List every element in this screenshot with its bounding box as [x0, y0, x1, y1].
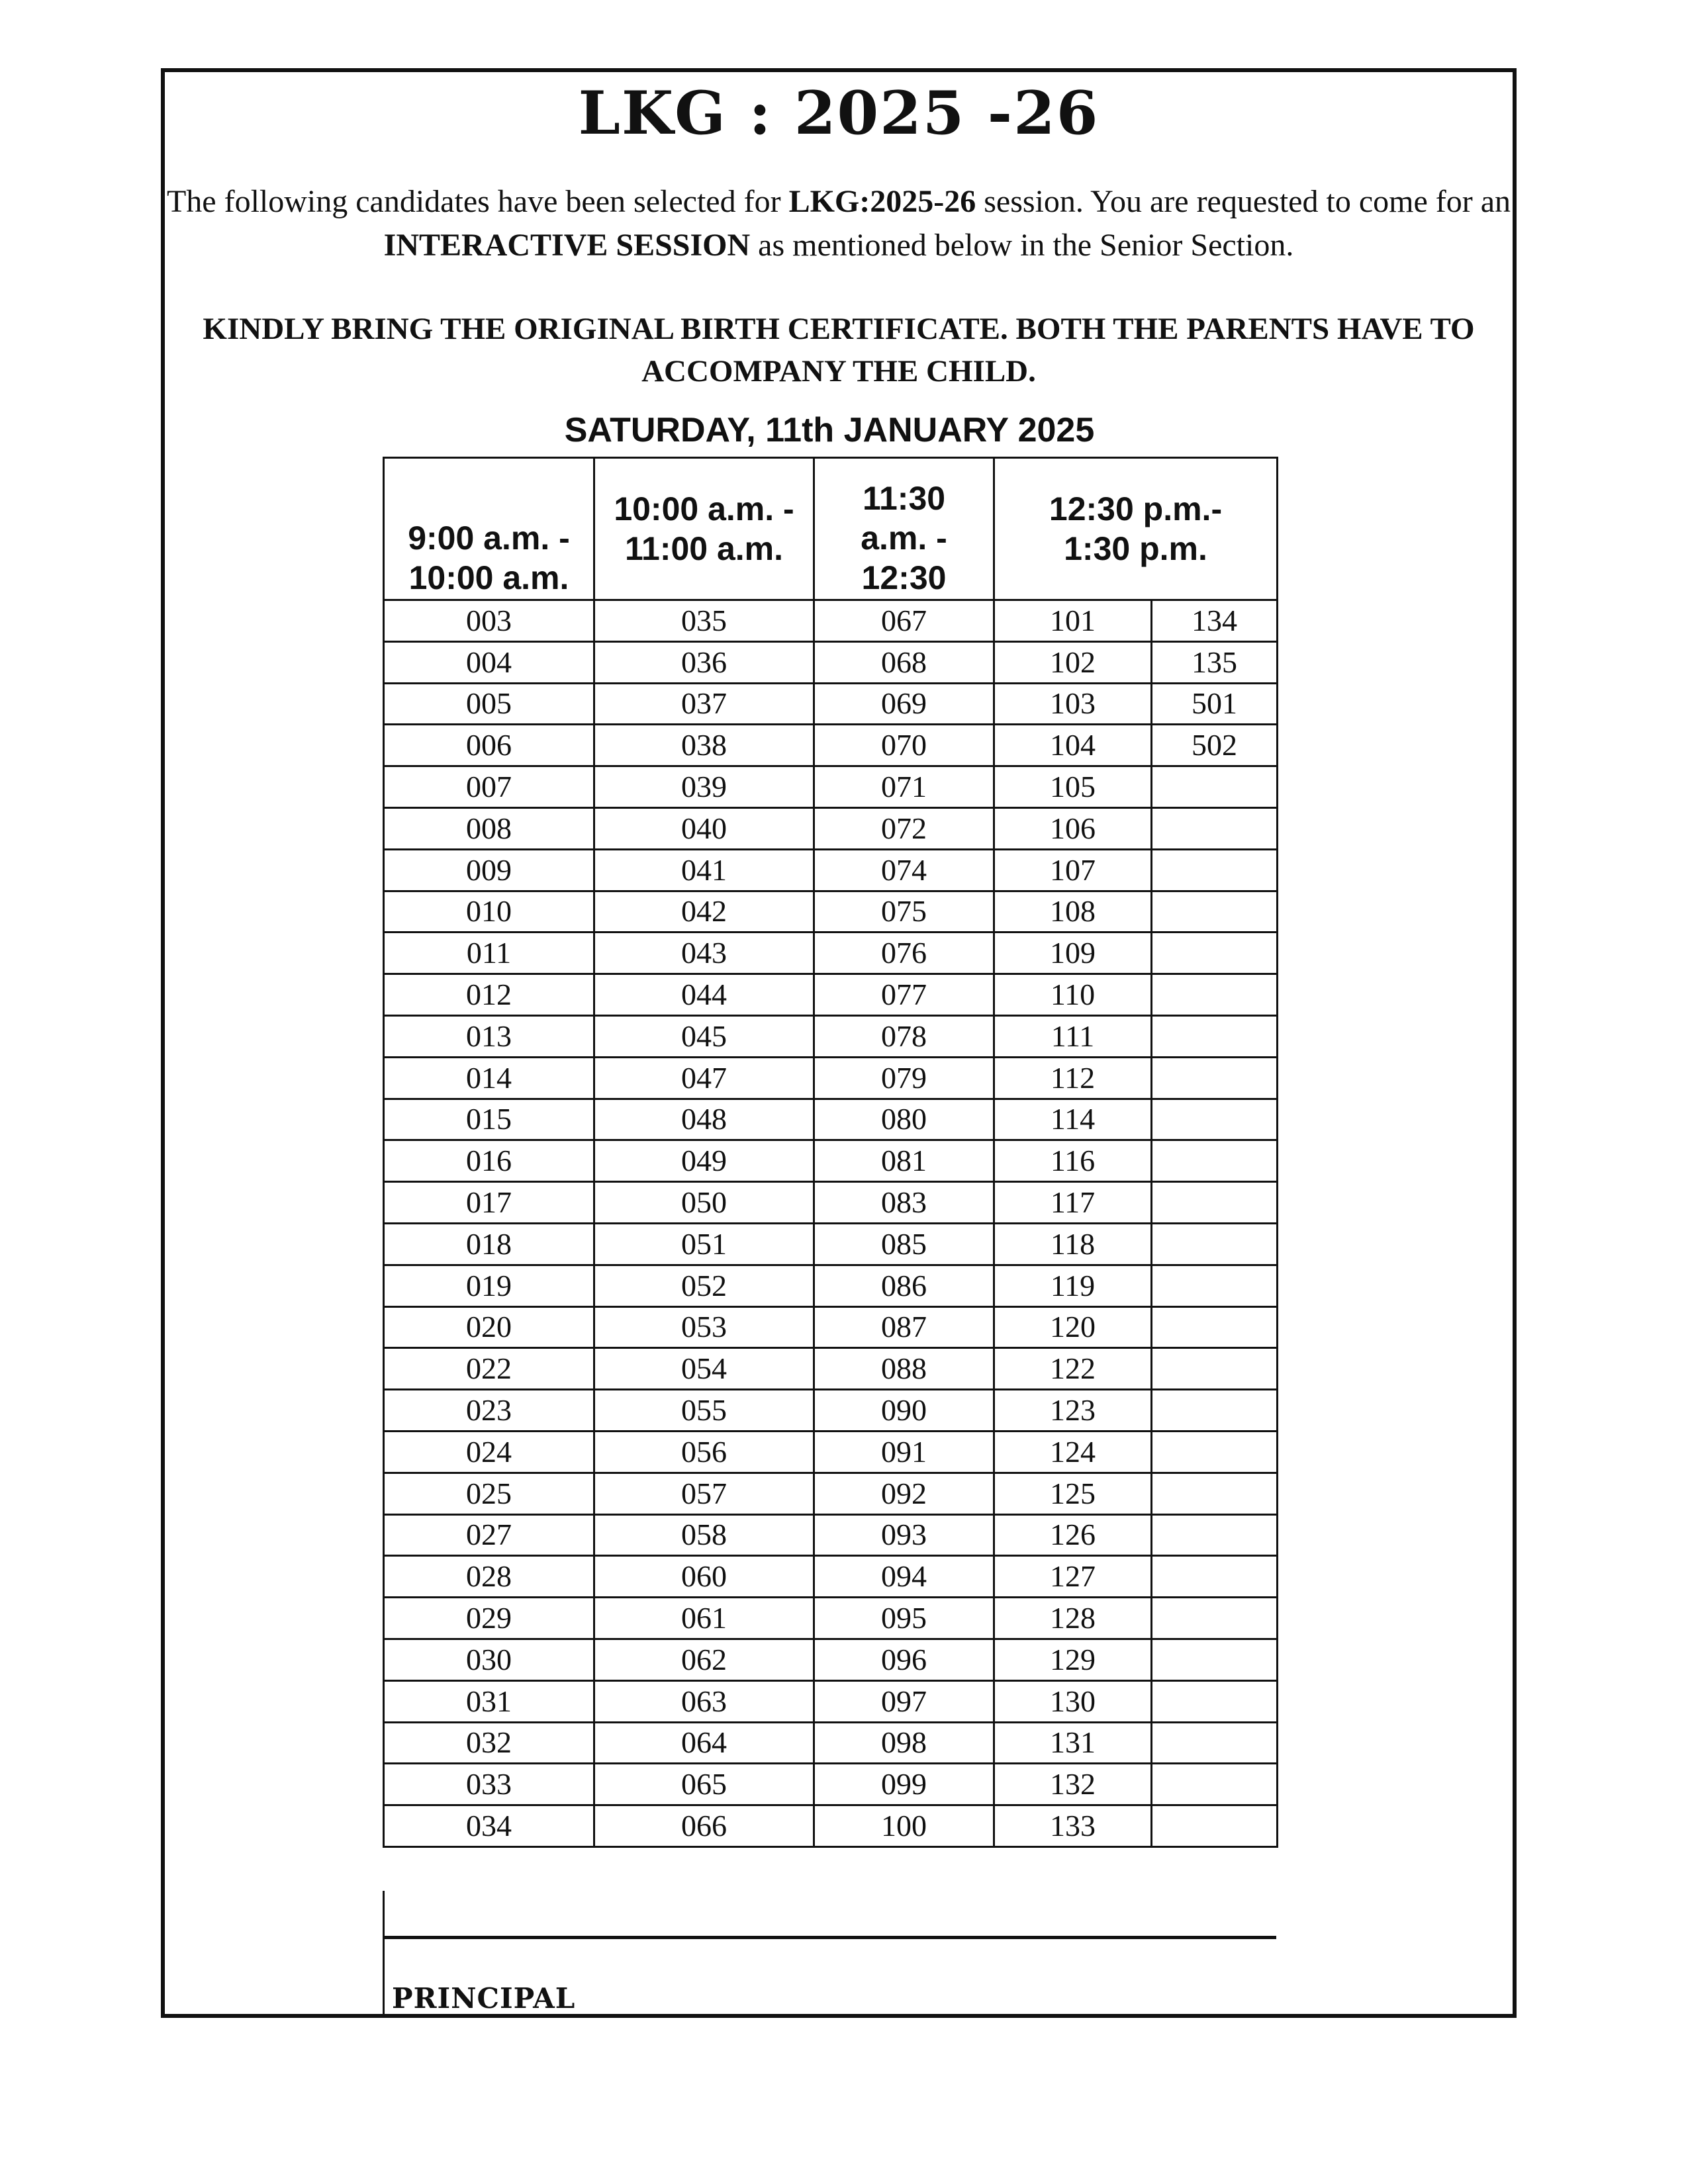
table-cell: 041: [594, 849, 814, 891]
table-cell: 057: [594, 1473, 814, 1514]
table-cell: 094: [814, 1556, 994, 1598]
table-cell: 051: [594, 1223, 814, 1265]
table-cell: 087: [814, 1306, 994, 1348]
table-cell: 006: [384, 725, 594, 766]
table-cell: 061: [594, 1598, 814, 1639]
table-cell: 035: [594, 600, 814, 642]
table-cell: 112: [994, 1057, 1152, 1099]
table-row: [384, 891, 1278, 933]
table-cell: [1152, 1390, 1278, 1432]
table-cell: 068: [814, 641, 994, 683]
table-cell: 077: [814, 974, 994, 1016]
table-row: [384, 1348, 1278, 1390]
table-row: [384, 1764, 1278, 1805]
table-row: [384, 1140, 1278, 1182]
intro-text-2: session. You are requested to come for an: [976, 184, 1511, 219]
table-cell: [1152, 1431, 1278, 1473]
table-cell: 099: [814, 1764, 994, 1805]
header-slot-4: 12:30 p.m.- 1:30 p.m.: [994, 458, 1278, 600]
table-row: [384, 1099, 1278, 1140]
table-cell: 107: [994, 849, 1152, 891]
table-cell: 066: [594, 1805, 814, 1847]
table-cell: 501: [1152, 683, 1278, 725]
table-cell: 125: [994, 1473, 1152, 1514]
table-cell: [1152, 1556, 1278, 1598]
table-cell: 063: [594, 1680, 814, 1722]
intro-text-1: The following candidates have been selected for: [166, 184, 789, 219]
table-cell: [1152, 1473, 1278, 1514]
table-cell: 017: [384, 1182, 594, 1224]
table-row: [384, 1556, 1278, 1598]
table-cell: 069: [814, 683, 994, 725]
table-cell: 030: [384, 1639, 594, 1680]
table-cell: 101: [994, 600, 1152, 642]
table-cell: 007: [384, 766, 594, 808]
table-cell: [1152, 1265, 1278, 1306]
table-cell: [1152, 849, 1278, 891]
table-cell: 109: [994, 933, 1152, 974]
table-cell: 016: [384, 1140, 594, 1182]
table-cell: 023: [384, 1390, 594, 1432]
table-cell: 033: [384, 1764, 594, 1805]
table-cell: 043: [594, 933, 814, 974]
table-row: [384, 1722, 1278, 1764]
page-title: LKG : 2025 -26: [578, 78, 1100, 148]
table-cell: 036: [594, 641, 814, 683]
table-cell: 038: [594, 725, 814, 766]
table-cell: 049: [594, 1140, 814, 1182]
table-cell: 116: [994, 1140, 1152, 1182]
table-cell: [1152, 1514, 1278, 1556]
table-cell: 093: [814, 1514, 994, 1556]
table-cell: 042: [594, 891, 814, 933]
table-cell: 123: [994, 1390, 1152, 1432]
table-row: [384, 725, 1278, 766]
table-cell: 135: [1152, 641, 1278, 683]
table-row: [384, 849, 1278, 891]
table-cell: [1152, 1639, 1278, 1680]
signature-line: [383, 1936, 1276, 1939]
table-cell: [1152, 1680, 1278, 1722]
table-cell: [1152, 1140, 1278, 1182]
table-cell: 096: [814, 1639, 994, 1680]
table-cell: [1152, 1598, 1278, 1639]
table-cell: 106: [994, 807, 1152, 849]
table-cell: 129: [994, 1639, 1152, 1680]
table-cell: 134: [1152, 600, 1278, 642]
table-cell: [1152, 1306, 1278, 1348]
table-cell: 028: [384, 1556, 594, 1598]
table-row: [384, 1680, 1278, 1722]
table-cell: 010: [384, 891, 594, 933]
table-row: [384, 974, 1278, 1016]
table-cell: [1152, 1057, 1278, 1099]
table-cell: 055: [594, 1390, 814, 1432]
table-cell: 020: [384, 1306, 594, 1348]
table-row: [384, 1390, 1278, 1432]
table-cell: 025: [384, 1473, 594, 1514]
table-cell: 018: [384, 1223, 594, 1265]
table-cell: 076: [814, 933, 994, 974]
table-cell: 131: [994, 1722, 1152, 1764]
table-cell: 047: [594, 1057, 814, 1099]
table-cell: 009: [384, 849, 594, 891]
table-row: [384, 766, 1278, 808]
table-cell: [1152, 766, 1278, 808]
table-cell: 111: [994, 1015, 1152, 1057]
table-row: [384, 807, 1278, 849]
table-cell: 064: [594, 1722, 814, 1764]
table-cell: 102: [994, 641, 1152, 683]
table-row: [384, 1805, 1278, 1847]
schedule-table: [383, 457, 1278, 1848]
table-cell: 029: [384, 1598, 594, 1639]
table-cell: 126: [994, 1514, 1152, 1556]
table-cell: 114: [994, 1099, 1152, 1140]
table-row: [384, 1057, 1278, 1099]
table-cell: 100: [814, 1805, 994, 1847]
table-cell: 130: [994, 1680, 1152, 1722]
table-cell: 108: [994, 891, 1152, 933]
table-cell: [1152, 1805, 1278, 1847]
table-row: [384, 1182, 1278, 1224]
table-cell: [1152, 933, 1278, 974]
table-cell: 032: [384, 1722, 594, 1764]
table-cell: 133: [994, 1805, 1152, 1847]
table-cell: 117: [994, 1182, 1152, 1224]
table-cell: 067: [814, 600, 994, 642]
table-cell: 128: [994, 1598, 1152, 1639]
table-cell: [1152, 1348, 1278, 1390]
table-cell: 086: [814, 1265, 994, 1306]
table-body: [384, 600, 1278, 1847]
table-cell: 132: [994, 1764, 1152, 1805]
principal-signature-label: PRINCIPAL: [392, 1982, 576, 2015]
table-cell: 103: [994, 683, 1152, 725]
table-cell: 014: [384, 1057, 594, 1099]
table-row: [384, 1598, 1278, 1639]
table-cell: 054: [594, 1348, 814, 1390]
intro-text-3: as mentioned below in the Senior Section.: [750, 228, 1294, 263]
table-cell: [1152, 1722, 1278, 1764]
intro-paragraph: [165, 180, 1512, 267]
table-cell: 090: [814, 1390, 994, 1432]
table-row: [384, 1431, 1278, 1473]
table-cell: 056: [594, 1431, 814, 1473]
table-cell: 122: [994, 1348, 1152, 1390]
notice-text: KINDLY BRING THE ORIGINAL BIRTH CERTIFICATE. BOTH THE PARENTS HAVE TO ACCOMPANY THE CHILD.: [203, 312, 1475, 388]
table-cell: 034: [384, 1805, 594, 1847]
table-cell: 074: [814, 849, 994, 891]
table-cell: 083: [814, 1182, 994, 1224]
table-cell: 119: [994, 1265, 1152, 1306]
table-cell: 065: [594, 1764, 814, 1805]
table-cell: 104: [994, 725, 1152, 766]
table-row: [384, 1473, 1278, 1514]
table-cell: 072: [814, 807, 994, 849]
table-row: [384, 1639, 1278, 1680]
table-row: [384, 641, 1278, 683]
header-slot-1: 9:00 a.m. - 10:00 a.m.: [384, 458, 594, 600]
table-cell: 110: [994, 974, 1152, 1016]
intro-interactive: INTERACTIVE SESSION: [383, 228, 751, 263]
table-cell: 081: [814, 1140, 994, 1182]
table-cell: 078: [814, 1015, 994, 1057]
table-row: [384, 1514, 1278, 1556]
table-row: [384, 1265, 1278, 1306]
table-row: [384, 1223, 1278, 1265]
table-left-line: [383, 1891, 385, 2018]
table-cell: 088: [814, 1348, 994, 1390]
table-cell: 044: [594, 974, 814, 1016]
table-cell: 052: [594, 1265, 814, 1306]
table-cell: 022: [384, 1348, 594, 1390]
table-cell: [1152, 1182, 1278, 1224]
table-cell: 079: [814, 1057, 994, 1099]
table-cell: [1152, 807, 1278, 849]
table-cell: 011: [384, 933, 594, 974]
table-cell: 003: [384, 600, 594, 642]
table-cell: 037: [594, 683, 814, 725]
table-cell: 098: [814, 1722, 994, 1764]
table-cell: 050: [594, 1182, 814, 1224]
table-cell: 062: [594, 1639, 814, 1680]
table-cell: 040: [594, 807, 814, 849]
table-cell: 127: [994, 1556, 1152, 1598]
table-cell: 015: [384, 1099, 594, 1140]
table-cell: 027: [384, 1514, 594, 1556]
table-cell: 031: [384, 1680, 594, 1722]
table-cell: 092: [814, 1473, 994, 1514]
table-cell: 097: [814, 1680, 994, 1722]
table-cell: 039: [594, 766, 814, 808]
table-cell: 095: [814, 1598, 994, 1639]
table-cell: 019: [384, 1265, 594, 1306]
table-cell: [1152, 1015, 1278, 1057]
table-cell: 008: [384, 807, 594, 849]
table-cell: 045: [594, 1015, 814, 1057]
table-cell: [1152, 1223, 1278, 1265]
table-cell: 080: [814, 1099, 994, 1140]
table-cell: 091: [814, 1431, 994, 1473]
table-cell: 118: [994, 1223, 1152, 1265]
intro-session: LKG:2025-26: [788, 184, 976, 219]
table-cell: 070: [814, 725, 994, 766]
table-cell: 085: [814, 1223, 994, 1265]
table-cell: 071: [814, 766, 994, 808]
table-cell: 058: [594, 1514, 814, 1556]
table-cell: 024: [384, 1431, 594, 1473]
header-slot-3: 11:30 a.m. - 12:30: [814, 458, 994, 600]
table-row: [384, 1015, 1278, 1057]
table-row: [384, 683, 1278, 725]
table-cell: 012: [384, 974, 594, 1016]
table-cell: 502: [1152, 725, 1278, 766]
table-cell: [1152, 891, 1278, 933]
table-cell: 004: [384, 641, 594, 683]
table-cell: 053: [594, 1306, 814, 1348]
table-row: [384, 933, 1278, 974]
header-slot-2: 10:00 a.m. - 11:00 a.m.: [594, 458, 814, 600]
table-cell: 105: [994, 766, 1152, 808]
table-cell: [1152, 974, 1278, 1016]
table-cell: 120: [994, 1306, 1152, 1348]
table-header-row: [384, 458, 1278, 600]
table-cell: 048: [594, 1099, 814, 1140]
table-cell: 075: [814, 891, 994, 933]
table-cell: 005: [384, 683, 594, 725]
table-cell: 013: [384, 1015, 594, 1057]
table-cell: [1152, 1764, 1278, 1805]
table-row: [384, 600, 1278, 642]
table-cell: 124: [994, 1431, 1152, 1473]
table-row: [384, 1306, 1278, 1348]
table-cell: [1152, 1099, 1278, 1140]
table-cell: 060: [594, 1556, 814, 1598]
schedule-date: SATURDAY, 11th JANUARY 2025: [564, 411, 1095, 449]
